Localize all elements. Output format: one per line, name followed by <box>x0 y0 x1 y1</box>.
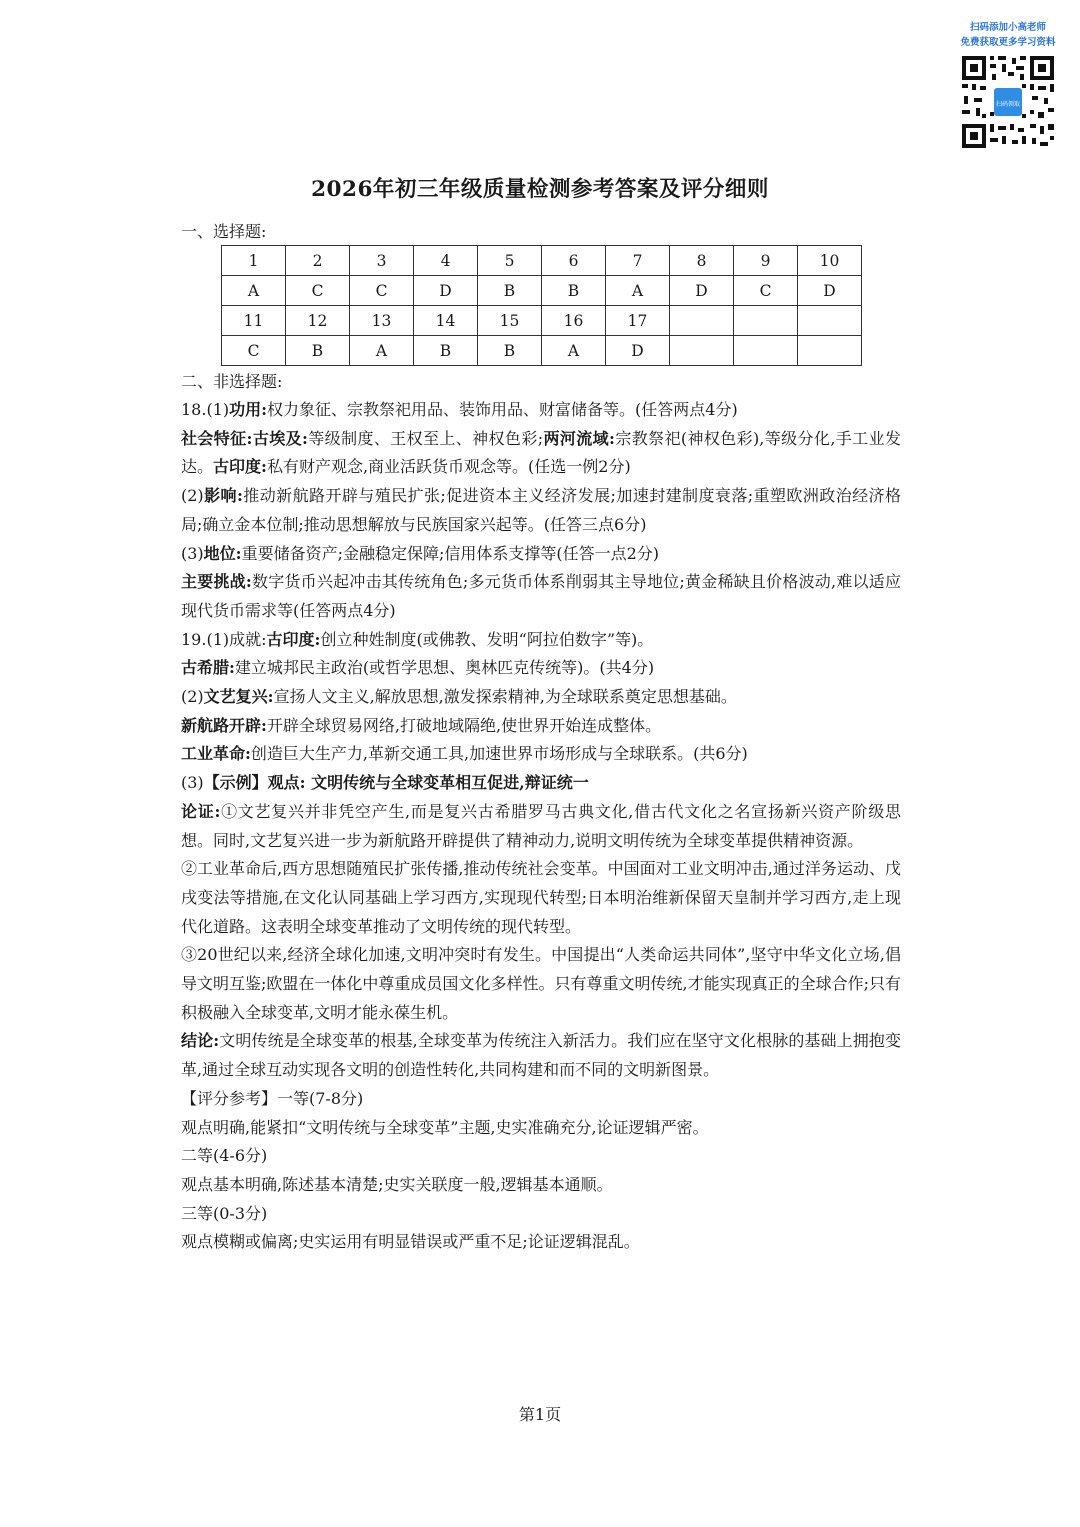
q19-industrial-label: 工业革命: <box>181 744 251 764</box>
table-cell: 8 <box>670 246 734 276</box>
q19-part2 <box>181 683 901 712</box>
table-cell: A <box>606 276 670 306</box>
q18-part1-prefix: 18.(1) <box>181 400 230 419</box>
q18-social-label3: 古印度: <box>213 457 267 477</box>
table-cell: 12 <box>286 306 350 336</box>
q19-part3 <box>181 769 901 798</box>
qr-caption-line1: 扫码添加小高老师 <box>969 22 1046 33</box>
scoring-tier2-head: 二等(4-6分) <box>181 1146 268 1166</box>
q18-part2-text: 推动新航路开辟与殖民扩张;促进资本主义经济发展;加速封建制度衰落;重塑欧洲政治经济格局;确立金本位制;推动思想解放与民族国家兴起等。(任答三点6分) <box>181 486 901 534</box>
q18-part1-label: 功用: <box>229 400 268 419</box>
table-row <box>222 336 862 366</box>
q19-new-routes-label: 新航路开辟: <box>181 715 267 735</box>
q18-challenges-text: 数字货币兴起冲击其传统角色;多元货币体系削弱其主导地位;黄金稀缺且价格波动,难以适应现代货币需求等(任答两点4分) <box>181 572 901 620</box>
q18-social-text1: 等级制度、王权至上、神权色彩; <box>307 428 544 448</box>
q18-social-label2: 两河流域: <box>543 428 615 448</box>
q19-viewpoint: 【示例】观点: 文明传统与全球变革相互促进,辩证统一 <box>203 773 589 793</box>
q19-greece <box>181 654 901 683</box>
table-cell: 16 <box>542 306 606 336</box>
q19-conclusion <box>181 1027 901 1084</box>
q19-new-routes <box>181 712 901 741</box>
q19-argument-3: ③20世纪以来,经济全球化加速,文明冲突时有发生。中国提出“人类命运共同体”,坚守中华文化立场,倡导文明互鉴;欧盟在一体化中尊重成员国文化多样性。只有尊重文明传统,才能实现真正的全球合作;只有积极融入全球变革,文明才能永葆生机。 <box>181 945 901 1022</box>
q19-argument-label: 论证: <box>181 801 221 821</box>
q19-conclusion-text: 文明传统是全球变革的根基,全球变革为传统注入新活力。我们应在坚守文化根脉的基础上拥抱变革,通过全球互动实现各文明的创造性转化,共同构建和而不同的文明新图景。 <box>181 1031 901 1080</box>
table-cell: 11 <box>222 306 286 336</box>
table-cell: A <box>542 336 606 366</box>
table-cell: B <box>414 336 478 366</box>
q18-part3 <box>181 540 901 569</box>
table-cell <box>734 336 798 366</box>
q19-industrial-text: 创造巨大生产力,革新交通工具,加速世界市场形成与全球联系。(共6分) <box>250 744 748 764</box>
q19-part1 <box>181 626 901 655</box>
qr-promo <box>944 20 1072 150</box>
q18-part3-text: 重要储备资产;金融稳定保障;信用体系支撑等(任答一点2分) <box>241 543 660 563</box>
table-cell: C <box>222 336 286 366</box>
table-cell <box>798 306 862 336</box>
table-cell <box>670 306 734 336</box>
table-cell: 6 <box>542 246 606 276</box>
table-cell: 17 <box>606 306 670 336</box>
q19-part1-prefix: 19.(1)成就: <box>181 629 267 649</box>
scoring-tier2-desc: 观点基本明确,陈述基本清楚;史实关联度一般,逻辑基本通顺。 <box>181 1174 613 1194</box>
table-cell: 4 <box>414 246 478 276</box>
table-cell: D <box>670 276 734 306</box>
table-cell: B <box>286 336 350 366</box>
table-cell <box>798 336 862 366</box>
q18-part2-label: 影响: <box>203 486 243 506</box>
q18-part1 <box>181 396 901 425</box>
table-cell: 3 <box>350 246 414 276</box>
table-cell: B <box>478 276 542 306</box>
q19-argument-1 <box>181 798 901 855</box>
qr-code-icon[interactable] <box>960 54 1056 150</box>
table-row <box>222 276 862 306</box>
q19-conclusion-label: 结论: <box>181 1031 220 1051</box>
scoring-tier1-desc: 观点明确,能紧扣“文明传统与全球变革”主题,史实准确充分,论证逻辑严密。 <box>181 1117 709 1137</box>
q19-part1-text: 创立种姓制度(或佛教、发明“阿拉伯数字”等)。 <box>320 629 654 649</box>
section-choice-heading: 一、选择题: <box>181 222 267 241</box>
table-row <box>222 306 862 336</box>
scoring-tier3-head: 三等(0-3分) <box>181 1203 268 1223</box>
table-cell: B <box>478 336 542 366</box>
table-cell: 10 <box>798 246 862 276</box>
table-cell: 5 <box>478 246 542 276</box>
table-cell: B <box>542 276 606 306</box>
qr-caption-line2: 免费获取更多学习资料 <box>960 37 1056 48</box>
q19-argument-2: ②工业革命后,西方思想随殖民扩张传播,推动传统社会变革。中国面对工业文明冲击,通过洋务运动、戊戌变法等措施,在文化认同基础上学习西方,实现现代转型;日本明治维新保留天皇制并学习西方,走上现代化道路。这表明全球变革推动了文明传统的现代转型。 <box>181 859 901 936</box>
table-cell: 15 <box>478 306 542 336</box>
q18-social-text2: 宗教祭祀(神权色彩),等级分化,手工业发达。 <box>181 428 901 477</box>
q18-part3-prefix: (3) <box>181 543 204 563</box>
q18-challenges-label: 主要挑战: <box>181 572 252 592</box>
table-cell: 7 <box>606 246 670 276</box>
q18-part3-label: 地位: <box>203 543 242 563</box>
scoring-tier3-desc: 观点模糊或偏离;史实运用有明显错误或严重不足;论证逻辑混乱。 <box>181 1232 640 1252</box>
page-title: 2026年初三年级质量检测参考答案及评分细则 <box>311 177 769 202</box>
q18-social-features <box>181 425 901 482</box>
table-cell: C <box>286 276 350 306</box>
q19-renaissance-text: 宣扬人文主义,解放思想,激发探索精神,为全球联系奠定思想基础。 <box>273 687 737 707</box>
table-cell: C <box>350 276 414 306</box>
table-cell: 14 <box>414 306 478 336</box>
table-cell: A <box>350 336 414 366</box>
table-row <box>222 246 862 276</box>
q19-new-routes-text: 开辟全球贸易网络,打破地域隔绝,使世界开始连成整体。 <box>266 715 662 735</box>
answer-body <box>181 396 901 1257</box>
table-cell: D <box>798 276 862 306</box>
table-cell <box>670 336 734 366</box>
page-number: 第1页 <box>518 1405 562 1424</box>
section-nonchoice-heading: 二、非选择题: <box>181 372 283 391</box>
q19-argument-text1: ①文艺复兴并非凭空产生,而是复兴古希腊罗马古典文化,借古代文化之名宣扬新兴资产阶级思想。同时,文艺复兴进一步为新航路开辟提供了精神动力,说明文明传统为全球变革提供精神资源。 <box>181 801 901 850</box>
q19-part2-prefix: (2) <box>181 687 204 707</box>
q19-greece-text: 建立城邦民主政治(或哲学思想、奥林匹克传统等)。(共4分) <box>234 658 655 678</box>
q19-industrial <box>181 740 901 769</box>
q19-part3-prefix: (3) <box>181 773 204 793</box>
q18-social-text3: 私有财产观念,商业活跃货币观念等。(任选一例2分) <box>266 457 631 477</box>
table-cell: 9 <box>734 246 798 276</box>
q18-part2-prefix: (2) <box>181 486 204 506</box>
table-cell: 2 <box>286 246 350 276</box>
q18-challenges <box>181 568 901 625</box>
qr-center-label: 扫码领取 <box>995 101 1021 108</box>
table-cell: A <box>222 276 286 306</box>
q18-social-label1: 社会特征:古埃及: <box>181 428 308 448</box>
q18-part2 <box>181 482 901 539</box>
q18-part1-text: 权力象征、宗教祭祀用品、装饰用品、财富储备等。(任答两点4分) <box>267 400 738 419</box>
table-cell: D <box>414 276 478 306</box>
scoring-header: 【评分参考】一等(7-8分) <box>181 1088 364 1108</box>
table-cell: 13 <box>350 306 414 336</box>
q19-greece-label: 古希腊: <box>181 658 235 678</box>
table-cell: D <box>606 336 670 366</box>
answer-table <box>221 245 862 366</box>
q19-renaissance-label: 文艺复兴: <box>203 687 274 707</box>
table-cell: 1 <box>222 246 286 276</box>
table-cell: C <box>734 276 798 306</box>
table-cell <box>734 306 798 336</box>
q19-part1-label: 古印度: <box>266 629 321 649</box>
